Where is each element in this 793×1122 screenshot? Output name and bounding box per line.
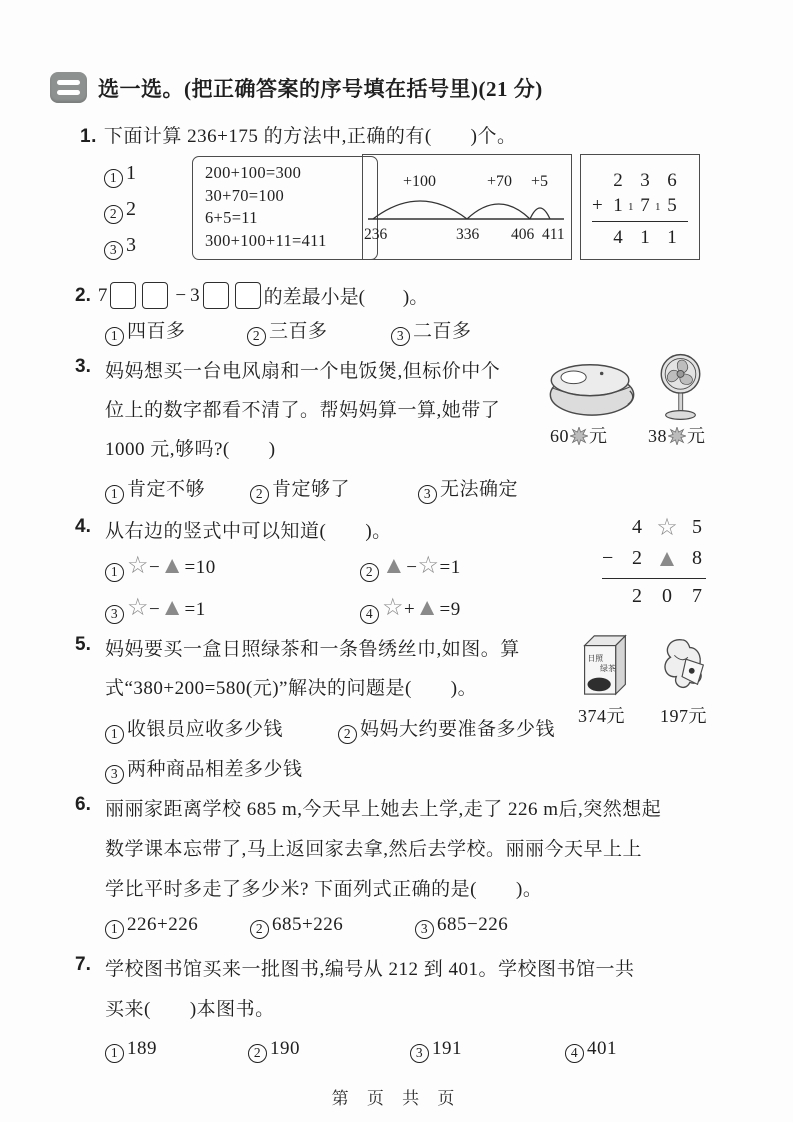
q3-line3: 1000 元,够吗?( )	[105, 439, 276, 460]
price-digits: 38	[648, 426, 667, 446]
price-digits: 60	[550, 426, 569, 446]
option-text: 妈妈大约要准备多少钱	[360, 719, 556, 740]
q5-line1: 妈妈要买一盒日照绿茶和一条鲁绣丝巾,如图。算	[105, 639, 520, 660]
question-number: 1.	[80, 126, 97, 147]
arc-label: +70	[487, 173, 513, 190]
option-text: 肯定够了	[272, 479, 351, 500]
ink-blot-icon	[668, 427, 686, 445]
blank-box	[110, 282, 136, 309]
rice-cooker-image	[546, 356, 638, 418]
question-3	[60, 352, 760, 512]
question-7	[60, 950, 760, 1070]
q2-option-3	[391, 316, 472, 346]
question-2-text	[75, 282, 428, 309]
option-number: 4	[360, 605, 379, 624]
option-number: 1	[105, 1044, 124, 1063]
q2-mid: 3	[190, 284, 200, 306]
q7-line2: 买来( )本图书。	[105, 999, 275, 1020]
option-text: 无法确定	[440, 479, 519, 500]
plus-sign: +	[592, 195, 603, 216]
question-1-text	[80, 121, 516, 148]
digit: 8	[692, 547, 702, 569]
option-text: 190	[270, 1038, 300, 1059]
option-number: 2	[247, 327, 266, 346]
point-label: 411	[542, 226, 565, 243]
digit: 5	[692, 516, 702, 538]
q6-line3: 学比平时多走了多少米? 下面列式正确的是( )。	[105, 879, 543, 900]
digit: 2	[632, 547, 642, 569]
q7-option-4	[565, 1038, 617, 1063]
option-text: 肯定不够	[127, 479, 206, 500]
option-number: 3	[105, 605, 124, 624]
option-number: 3	[104, 241, 123, 260]
q5-line2: 式“380+200=580(元)”解决的问题是( )。	[105, 678, 478, 699]
option-text: 2	[126, 198, 137, 220]
digit: 2	[613, 170, 623, 191]
carry-mark: 1	[628, 201, 634, 214]
q4-option-2	[360, 554, 461, 582]
rule-line	[602, 578, 706, 579]
digit: 5	[667, 195, 677, 216]
carry-mark: 1	[655, 201, 661, 214]
question-number: 2.	[75, 284, 91, 306]
rule-line	[592, 221, 688, 222]
digit: 2	[632, 585, 642, 607]
arc-label: +100	[403, 173, 437, 190]
digit: 1	[640, 227, 650, 248]
q2-prefix: 7	[97, 284, 108, 306]
q7-option-1	[105, 1038, 157, 1063]
equation-rhs: =1	[184, 599, 206, 620]
option-text: 二百多	[413, 321, 472, 342]
q2-suffix: 的差最小是( )。	[263, 287, 429, 308]
question-number: 6.	[75, 794, 91, 815]
question-number: 3.	[75, 356, 91, 377]
q1-vertical-box	[580, 154, 700, 260]
option-number: 2	[338, 725, 357, 744]
minus-sign: −	[602, 547, 614, 569]
star-icon: ☆	[417, 553, 440, 579]
question-2-options	[105, 316, 745, 346]
q1-vertical-addition	[592, 167, 688, 249]
q1-method-box	[192, 156, 378, 260]
badge-stroke	[57, 80, 80, 85]
ink-blot-icon	[570, 427, 588, 445]
digit: 7	[640, 195, 650, 216]
option-number: 3	[105, 765, 124, 784]
operator: −	[149, 599, 161, 620]
point-label: 406	[511, 226, 535, 243]
electric-fan-image	[656, 352, 705, 422]
triangle-icon: ▲	[160, 595, 185, 621]
q7-option-2	[248, 1038, 300, 1063]
star-icon: ☆	[127, 553, 150, 579]
silk-scarf-image	[658, 636, 710, 694]
option-number: 2	[248, 1044, 267, 1063]
option-number: 1	[105, 563, 124, 582]
digit: 1	[613, 195, 623, 216]
q4-option-3	[105, 596, 206, 624]
blank-box	[203, 282, 229, 309]
option-number: 2	[104, 205, 123, 224]
q3-option-3	[418, 474, 518, 504]
q3-option-2	[250, 474, 350, 504]
triangle-icon: ▲	[382, 553, 407, 579]
section-header	[50, 72, 543, 103]
vadd-row1	[592, 167, 688, 192]
q1-option-2	[104, 198, 137, 234]
fan-price	[648, 422, 706, 448]
star-icon: ☆	[382, 595, 405, 621]
q1-option-3	[104, 234, 137, 270]
digit: 7	[692, 585, 702, 607]
digit: 0	[662, 585, 672, 607]
q5-option-3	[105, 754, 303, 784]
option-number: 1	[105, 485, 124, 504]
point-label: 236	[364, 226, 388, 243]
tea-label: 绿茶	[600, 663, 616, 673]
q4-option-4	[360, 596, 461, 624]
vsub-row1	[602, 512, 714, 543]
digit: 4	[632, 516, 642, 538]
q4-text: 从右边的竖式中可以知道( )。	[105, 521, 392, 542]
equation-rhs: =1	[439, 557, 461, 578]
q3-line1: 妈妈想买一台电风扇和一个电饭煲,但标价中个	[105, 361, 501, 382]
q4-vertical-subtraction	[602, 512, 714, 612]
page-footer: 第 页 共 页	[331, 1089, 462, 1108]
q6-option-1	[105, 914, 198, 939]
scarf-price: 197元	[660, 706, 707, 726]
badge-stroke	[57, 90, 80, 95]
operator: −	[149, 557, 161, 578]
method-line: 6+5=11	[205, 208, 258, 227]
triangle-icon: ▲	[415, 595, 440, 621]
option-text: 191	[432, 1038, 462, 1059]
q7-option-3	[410, 1038, 462, 1063]
question-5	[60, 628, 760, 783]
q1-numberline-box	[362, 154, 572, 260]
option-text: 3	[126, 234, 137, 256]
triangle-icon: ▲	[160, 553, 185, 579]
option-text: 收银员应收多少钱	[127, 719, 284, 740]
tea-price: 374元	[578, 706, 625, 726]
option-number: 2	[360, 563, 379, 582]
numberline-figure	[363, 155, 569, 257]
option-number: 4	[565, 1044, 584, 1063]
q1-option-1	[104, 162, 137, 198]
operator: −	[406, 557, 418, 578]
question-number: 5.	[75, 634, 91, 655]
option-text: 685−226	[437, 914, 509, 935]
price-unit: 元	[589, 426, 608, 446]
tea-label: 日照	[587, 654, 604, 664]
question-6	[60, 790, 760, 940]
option-text: 三百多	[269, 321, 328, 342]
option-number: 2	[250, 920, 269, 939]
option-number: 1	[105, 725, 124, 744]
option-text: 四百多	[127, 321, 186, 342]
option-number: 1	[104, 169, 123, 188]
price-unit: 元	[687, 426, 706, 446]
q5-option-2	[338, 714, 555, 744]
option-text: 两种商品相差多少钱	[127, 759, 303, 780]
question-4	[60, 512, 760, 627]
q6-line2: 数学课本忘带了,马上返回家去拿,然后去学校。丽丽今天早上上	[105, 839, 643, 860]
question-text: 下面计算 236+175 的方法中,正确的有( )个。	[103, 126, 517, 147]
q7-line1: 学校图书馆买来一批图书,编号从 212 到 401。学校图书馆一共	[105, 959, 635, 980]
digit: 4	[613, 227, 623, 248]
method-line: 30+70=100	[205, 185, 285, 205]
vsub-result	[602, 581, 714, 612]
digit: 6	[667, 170, 677, 191]
digit: 3	[640, 170, 650, 191]
point-label: 336	[456, 226, 480, 243]
arc-label: +5	[531, 173, 549, 190]
question-1-figure-row	[100, 152, 740, 266]
operator: +	[404, 599, 416, 620]
q3-option-1	[105, 474, 205, 504]
option-text: 226+226	[127, 914, 199, 935]
option-number: 3	[418, 485, 437, 504]
option-number: 2	[250, 485, 269, 504]
vsub-row2	[602, 543, 714, 574]
option-number: 3	[410, 1044, 429, 1063]
method-line: 300+100+11=411	[205, 230, 327, 250]
blank-box	[235, 282, 261, 309]
option-text: 685+226	[272, 914, 344, 935]
section-two-icon	[50, 72, 87, 103]
vadd-row2	[592, 192, 688, 217]
digit: 1	[667, 227, 677, 248]
option-number: 1	[105, 920, 124, 939]
vadd-result	[592, 224, 688, 249]
option-number: 1	[105, 327, 124, 346]
blank-box	[142, 282, 168, 309]
equation-rhs: =10	[184, 557, 216, 578]
section-title: 选一选。(把正确答案的序号填在括号里)(21 分)	[98, 76, 543, 101]
star-icon: ☆	[656, 514, 678, 541]
method-line: 200+100=300	[205, 163, 302, 182]
triangle-icon: ▲	[655, 545, 679, 572]
q6-option-3	[415, 914, 508, 939]
option-text: 401	[587, 1038, 617, 1059]
q6-line1: 丽丽家距离学校 685 m,今天早上她去上学,走了 226 m后,突然想起	[105, 799, 662, 820]
q2-option-1	[105, 316, 186, 346]
q5-option-1	[105, 714, 283, 744]
q2-option-2	[247, 316, 328, 346]
option-text: 189	[127, 1038, 157, 1059]
option-number: 3	[415, 920, 434, 939]
minus-sign: −	[175, 284, 187, 306]
tea-box-image	[578, 632, 630, 698]
q6-option-2	[250, 914, 343, 939]
option-number: 3	[391, 327, 410, 346]
option-text: 1	[126, 162, 137, 184]
q3-line2: 位上的数字都看不清了。帮妈妈算一算,她带了	[105, 400, 501, 421]
equation-rhs: =9	[439, 599, 461, 620]
q4-option-1	[105, 554, 216, 582]
cooker-price	[550, 422, 608, 448]
question-number: 4.	[75, 516, 91, 537]
question-number: 7.	[75, 954, 91, 975]
question-1-options	[104, 162, 137, 270]
star-icon: ☆	[127, 595, 150, 621]
